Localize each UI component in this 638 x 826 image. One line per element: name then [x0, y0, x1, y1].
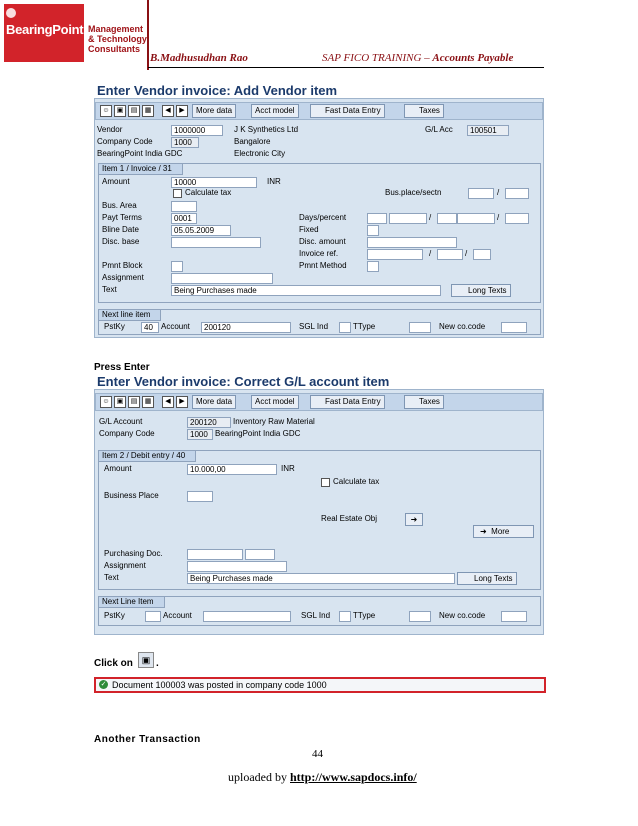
account-label: Account	[161, 322, 190, 331]
gl-account-field: 200120	[187, 417, 231, 428]
vendor-city: Bangalore	[234, 137, 271, 146]
header-divider	[147, 0, 149, 70]
screen2-panel	[94, 389, 544, 635]
prev-icon[interactable]: ◀	[162, 396, 174, 408]
vendor-street: Electronic City	[234, 149, 286, 158]
more-button[interactable]: ➜ More	[473, 525, 534, 538]
section-field[interactable]	[505, 188, 529, 199]
screen1-title: Enter Vendor invoice: Add Vendor item	[97, 83, 338, 98]
newco-field[interactable]	[501, 611, 527, 622]
assignment-label: Assignment	[104, 561, 146, 570]
acct-model-button[interactable]: Acct model	[251, 104, 299, 118]
newco-field[interactable]	[501, 322, 527, 333]
bus-area-field[interactable]	[171, 201, 197, 212]
pstky-field[interactable]	[145, 611, 161, 622]
company-code-label: Company Code	[97, 137, 153, 146]
logo-text: BearingPoint.	[6, 22, 87, 37]
course-title: SAP FICO TRAINING – Accounts Payable	[322, 52, 514, 64]
fast-data-entry-button[interactable]: Fast Data Entry	[310, 104, 385, 118]
pmnt-block-field[interactable]	[171, 261, 183, 272]
business-place-label: Business Place	[104, 491, 159, 500]
person-icon[interactable]: ☺	[100, 105, 112, 117]
sgl-ind-field[interactable]	[339, 611, 351, 622]
glacc-label: G/L Acc	[425, 125, 453, 134]
vendor-field[interactable]: 1000000	[171, 125, 223, 136]
sgl-ind-label: SGL Ind	[301, 611, 331, 620]
screen1-toolbar	[95, 102, 543, 120]
status-message: Document 100003 was posted in company code 1000	[112, 680, 327, 690]
press-enter-text: Press Enter	[94, 362, 150, 373]
ttype-field[interactable]	[409, 322, 431, 333]
invoice-ref-field[interactable]	[367, 249, 423, 260]
days2-field[interactable]	[437, 213, 457, 224]
pmnt-method-field[interactable]	[367, 261, 379, 272]
another-transaction-heading: Another Transaction	[94, 734, 201, 745]
page-number: 44	[312, 748, 323, 760]
text-label: Text	[104, 573, 119, 582]
next-line-item-group	[98, 596, 541, 626]
pmnt-method-label: Pmnt Method	[299, 261, 347, 270]
save-icon[interactable]: ▣	[114, 105, 126, 117]
calculate-tax-label: Calculate tax	[333, 477, 380, 486]
fixed-field[interactable]	[367, 225, 379, 236]
amount-field[interactable]: 10000	[171, 177, 257, 188]
tagline: Management & Technology Consultants	[88, 24, 147, 54]
simulate-icon[interactable]: ▤	[128, 396, 140, 408]
payt-terms-label: Payt Terms	[102, 213, 142, 222]
text-field[interactable]: Being Purchases made	[187, 573, 455, 584]
bus-place-label: Bus.place/sectn	[385, 188, 442, 197]
item-group: Item 1 / Invoice / 31 Amount 10000 INR Calculate tax Bus.place/sectn / Bus. Area Payt Terms 0001 Days/percent / / Bline Date 05.05.2009 Fixed Disc. base Disc. amount Invoice ref. / / Pmnt Block Pmnt Method Assignment Text Being Purchases made Long Texts	[98, 163, 541, 303]
pmnt-block-label: Pmnt Block	[102, 261, 143, 270]
prev-icon[interactable]: ◀	[162, 105, 174, 117]
bus-area-label: Bus. Area	[102, 201, 137, 210]
amount-label: Amount	[102, 177, 130, 186]
next-line-item-group	[98, 309, 541, 335]
assignment-label: Assignment	[102, 273, 144, 282]
invoice-year-field[interactable]	[437, 249, 463, 260]
arrow-right-icon: ➜	[480, 527, 487, 536]
bline-date-field[interactable]: 05.05.2009	[171, 225, 231, 236]
click-on-period: .	[156, 658, 159, 669]
disc-base-label: Disc. base	[102, 237, 140, 246]
calculate-tax-label: Calculate tax	[185, 188, 232, 197]
more-data-button[interactable]: More data	[192, 395, 236, 409]
assignment-field[interactable]	[171, 273, 273, 284]
screen2-title: Enter Vendor invoice: Correct G/L account item	[97, 374, 390, 389]
item-group-tab: Item 1 / Invoice / 31	[98, 163, 183, 175]
simulate-icon[interactable]: ▤	[128, 105, 140, 117]
percent2-field[interactable]	[457, 213, 495, 224]
item-group-tab: Item 2 / Debit entry / 40	[98, 450, 196, 462]
screen2-toolbar	[95, 393, 543, 411]
invoice-item-field[interactable]	[473, 249, 491, 260]
disc-amount-field[interactable]	[367, 237, 457, 248]
click-on-text: Click on	[94, 658, 133, 669]
bline-date-label: Bline Date	[102, 225, 139, 234]
amount-label: Amount	[104, 464, 132, 473]
purchasing-doc-label: Purchasing Doc.	[104, 549, 163, 558]
percent1-field[interactable]	[389, 213, 427, 224]
save-icon[interactable]: ▣	[138, 652, 154, 668]
assignment-field[interactable]	[187, 561, 287, 572]
newco-label: New co.code	[439, 322, 486, 331]
disc-base-field[interactable]	[171, 237, 261, 248]
status-message-bar	[94, 677, 546, 693]
sgl-ind-field[interactable]	[339, 322, 351, 333]
acct-model-button[interactable]: Acct model	[251, 395, 299, 409]
vendor-name: J K Synthetics Ltd	[234, 125, 299, 134]
ttype-label: TType	[353, 611, 376, 620]
person-icon[interactable]: ☺	[100, 396, 112, 408]
taxes-button[interactable]: Taxes	[404, 104, 444, 118]
company-name: BearingPoint India GDC	[215, 429, 301, 438]
next-icon[interactable]: ▶	[176, 396, 188, 408]
pstky-label: PstKy	[104, 322, 125, 331]
taxes-button[interactable]: Taxes	[404, 395, 444, 409]
park-icon[interactable]: ▦	[142, 105, 154, 117]
logo-mark-icon	[6, 8, 16, 18]
save-icon[interactable]: ▣	[114, 396, 126, 408]
company-code-label: Company Code	[99, 429, 155, 438]
real-estate-label: Real Estate Obj	[321, 514, 378, 523]
header-rule	[148, 67, 544, 68]
calculate-tax-checkbox[interactable]	[173, 189, 182, 198]
amount-field[interactable]: 10.000,00	[187, 464, 277, 475]
days1-field[interactable]	[367, 213, 387, 224]
days-percent-label: Days/percent	[299, 213, 347, 222]
account-field[interactable]: 200120	[201, 322, 291, 333]
ttype-label: TType	[353, 322, 376, 331]
purchasing-item-field[interactable]	[245, 549, 275, 560]
fast-data-entry-button[interactable]: Fast Data Entry	[310, 395, 385, 409]
ttype-field[interactable]	[409, 611, 431, 622]
days3-field[interactable]	[505, 213, 529, 224]
payt-terms-field[interactable]: 0001	[171, 213, 197, 224]
bus-place-field[interactable]	[468, 188, 494, 199]
invoice-ref-label: Invoice ref.	[299, 249, 339, 258]
vendor-label: Vendor	[97, 125, 123, 134]
account-label: Account	[163, 611, 192, 620]
calculate-tax-checkbox[interactable]	[321, 478, 330, 487]
company-name: BearingPoint India GDC	[97, 149, 183, 158]
fixed-label: Fixed	[299, 225, 319, 234]
more-data-button[interactable]: More data	[192, 104, 236, 118]
currency: INR	[281, 464, 295, 473]
footer-link[interactable]: http://www.sapdocs.info/	[290, 770, 417, 784]
sgl-ind-label: SGL Ind	[299, 322, 329, 331]
next-line-item-tab: Next Line Item	[98, 596, 165, 608]
disc-amount-label: Disc. amount	[299, 237, 346, 246]
newco-label: New co.code	[439, 611, 486, 620]
account-field[interactable]	[203, 611, 291, 622]
park-icon[interactable]: ▦	[142, 396, 154, 408]
item-group	[98, 450, 541, 590]
real-estate-arrow-icon[interactable]: ➜	[405, 513, 423, 526]
pstky-field[interactable]: 40	[141, 322, 159, 333]
company-code-field: 1000	[171, 137, 199, 148]
success-check-icon: ✓	[100, 681, 107, 688]
text-field[interactable]: Being Purchases made	[171, 285, 441, 296]
author-name: B.Madhusudhan Rao	[150, 52, 248, 64]
currency: INR	[267, 177, 281, 186]
purchasing-doc-field[interactable]	[187, 549, 243, 560]
gl-account-name: Inventory Raw Material	[233, 417, 315, 426]
company-code-field: 1000	[187, 429, 213, 440]
glacc-field: 100501	[467, 125, 509, 136]
pstky-label: PstKy	[104, 611, 125, 620]
business-place-field[interactable]	[187, 491, 213, 502]
long-texts-button[interactable]: Long Texts	[451, 284, 511, 297]
next-icon[interactable]: ▶	[176, 105, 188, 117]
next-line-item-tab: Next line item	[98, 309, 161, 321]
gl-account-label: G/L Account	[99, 417, 143, 426]
screen1-panel	[94, 98, 544, 338]
long-texts-button[interactable]: Long Texts	[457, 572, 517, 585]
text-label: Text	[102, 285, 117, 294]
footer: uploaded by http://www.sapdocs.info/	[228, 770, 417, 784]
